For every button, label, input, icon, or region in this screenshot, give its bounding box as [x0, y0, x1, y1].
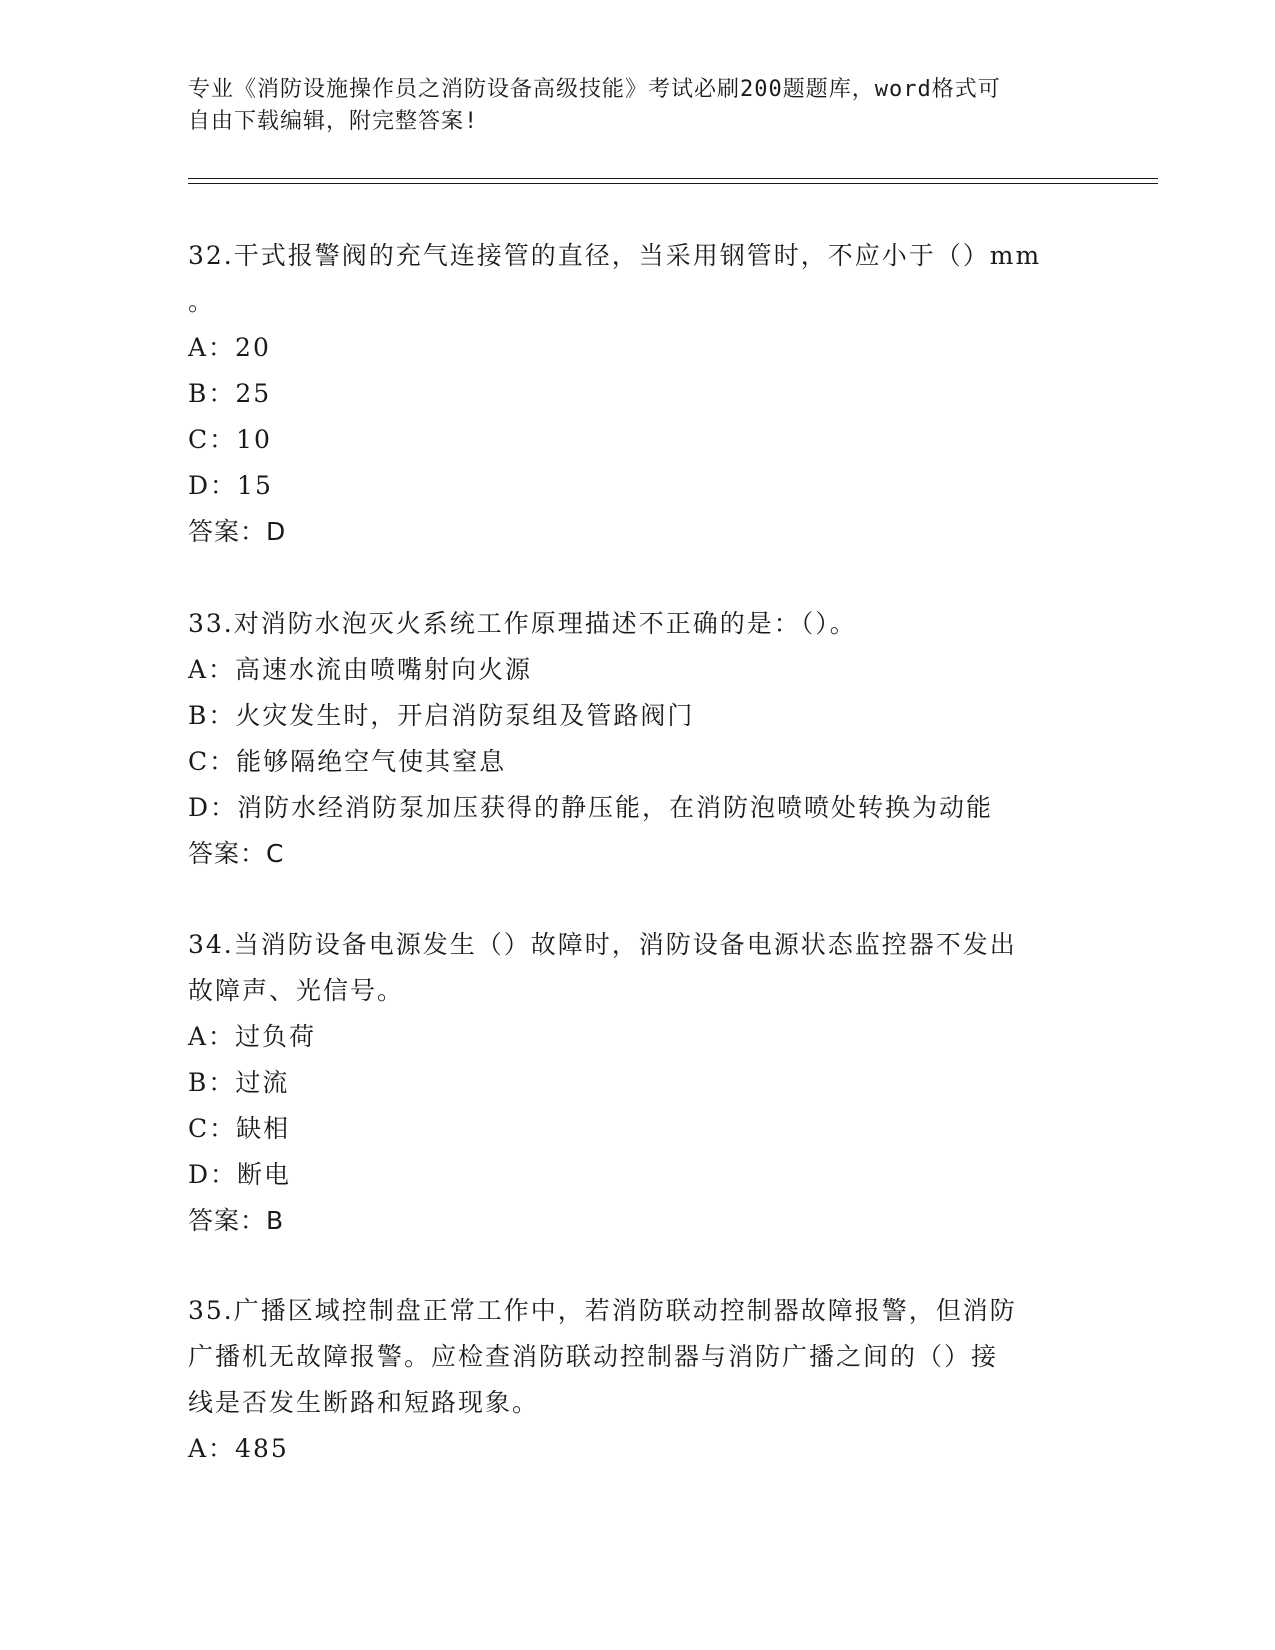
option-c: C：缺相	[188, 1114, 291, 1143]
header-line-1: 专业《消防设施操作员之消防设备高级技能》考试必刷200题题库，word格式可	[188, 77, 1001, 102]
question-35	[188, 1288, 1088, 1472]
header-divider-bottom	[188, 183, 1158, 184]
answer: 答案：C	[188, 839, 285, 868]
question-stem-continued: 广播机无故障报警。应检查消防联动控制器与消防广播之间的（）接	[188, 1342, 999, 1371]
header-line-2: 自由下载编辑，附完整答案!	[188, 109, 479, 134]
question-33	[188, 601, 1088, 877]
option-c: C：10	[188, 425, 272, 454]
document-header	[188, 74, 1068, 138]
question-stem: 32.干式报警阀的充气连接管的直径，当采用钢管时，不应小于（）mm	[188, 241, 1042, 270]
option-b: B：火灾发生时，开启消防泵组及管路阀门	[188, 701, 695, 730]
header-divider-top	[188, 178, 1158, 179]
option-b: B：过流	[188, 1068, 290, 1097]
answer: 答案：B	[188, 1206, 285, 1235]
question-32	[188, 233, 1088, 555]
option-a: A：高速水流由喷嘴射向火源	[188, 655, 533, 684]
question-34	[188, 922, 1088, 1244]
question-stem-continued: 。	[188, 287, 216, 316]
option-b: B：25	[188, 379, 272, 408]
option-c: C：能够隔绝空气使其窒息	[188, 747, 507, 776]
question-stem: 35.广播区域控制盘正常工作中，若消防联动控制器故障报警，但消防	[188, 1296, 1017, 1325]
option-a: A：485	[188, 1434, 289, 1463]
question-stem-continued: 故障声、光信号。	[188, 976, 405, 1005]
question-stem: 33.对消防水泡灭火系统工作原理描述不正确的是：（）。	[188, 609, 857, 638]
option-d: D：15	[188, 471, 273, 500]
option-a: A：20	[188, 333, 271, 362]
option-d: D：消防水经消防泵加压获得的静压能，在消防泡喷喷处转换为动能	[188, 793, 994, 822]
question-stem-continued-2: 线是否发生断路和短路现象。	[188, 1388, 540, 1417]
answer: 答案：D	[188, 517, 287, 546]
option-d: D：断电	[188, 1160, 292, 1189]
question-stem: 34.当消防设备电源发生（）故障时，消防设备电源状态监控器不发出	[188, 930, 1017, 959]
option-a: A：过负荷	[188, 1022, 317, 1051]
